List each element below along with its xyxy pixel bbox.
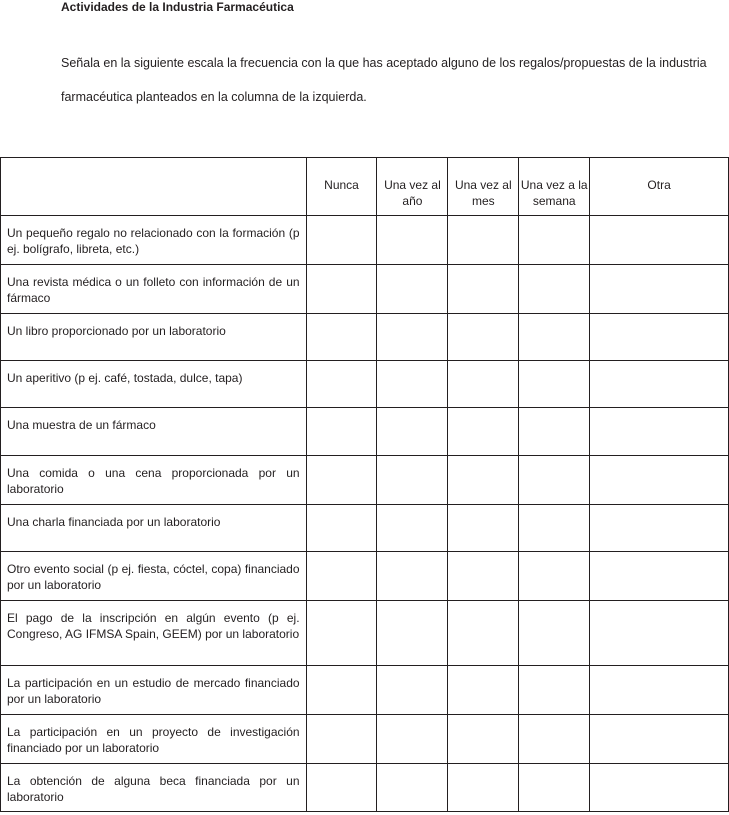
answer-cell-nunca[interactable] bbox=[306, 265, 377, 314]
row-label: La obtención de alguna beca financiada por un laboratorio bbox=[1, 764, 307, 812]
answer-cell-una-vez-a-la-semana[interactable] bbox=[519, 456, 590, 505]
answer-cell-una-vez-a-la-semana[interactable] bbox=[519, 314, 590, 361]
answer-cell-otra[interactable] bbox=[590, 764, 729, 812]
table-row bbox=[1, 216, 729, 265]
answer-cell-nunca[interactable] bbox=[306, 361, 377, 408]
answer-cell-una-vez-al-mes[interactable] bbox=[448, 265, 519, 314]
answer-cell-nunca[interactable] bbox=[306, 601, 377, 666]
header-item bbox=[1, 158, 307, 216]
answer-cell-una-vez-a-la-semana[interactable] bbox=[519, 265, 590, 314]
answer-cell-una-vez-al-ano[interactable] bbox=[377, 361, 448, 408]
answer-cell-una-vez-al-mes[interactable] bbox=[448, 505, 519, 552]
row-label: La participación en un proyecto de investigación financiado por un laboratorio bbox=[1, 715, 307, 764]
row-label: Una charla financiada por un laboratorio bbox=[1, 505, 307, 552]
answer-cell-una-vez-a-la-semana[interactable] bbox=[519, 552, 590, 601]
answer-cell-una-vez-a-la-semana[interactable] bbox=[519, 601, 590, 666]
answer-cell-una-vez-a-la-semana[interactable] bbox=[519, 715, 590, 764]
answer-cell-una-vez-al-ano[interactable] bbox=[377, 456, 448, 505]
answer-cell-una-vez-al-ano[interactable] bbox=[377, 601, 448, 666]
row-label: El pago de la inscripción en algún evento (p ej. Congreso, AG IFMSA Spain, GEEM) por un laboratorio bbox=[1, 601, 307, 666]
header-una-vez-al-ano: Una vez al año bbox=[377, 158, 448, 216]
header-row bbox=[1, 158, 729, 216]
answer-cell-una-vez-al-mes[interactable] bbox=[448, 314, 519, 361]
instructions bbox=[61, 46, 729, 114]
answer-cell-una-vez-al-ano[interactable] bbox=[377, 715, 448, 764]
answer-cell-otra[interactable] bbox=[590, 265, 729, 314]
answer-cell-una-vez-al-mes[interactable] bbox=[448, 601, 519, 666]
answer-cell-una-vez-a-la-semana[interactable] bbox=[519, 408, 590, 456]
header-una-vez-a-la-semana: Una vez a la semana bbox=[519, 158, 590, 216]
table-row bbox=[1, 361, 729, 408]
header-nunca: Nunca bbox=[306, 158, 377, 216]
answer-cell-una-vez-a-la-semana[interactable] bbox=[519, 764, 590, 812]
answer-cell-una-vez-al-ano[interactable] bbox=[377, 666, 448, 715]
answer-cell-una-vez-al-mes[interactable] bbox=[448, 552, 519, 601]
frequency-table bbox=[0, 157, 729, 812]
answer-cell-una-vez-al-mes[interactable] bbox=[448, 408, 519, 456]
row-label: Un pequeño regalo no relacionado con la formación (p ej. bolígrafo, libreta, etc.) bbox=[1, 216, 307, 265]
answer-cell-nunca[interactable] bbox=[306, 456, 377, 505]
answer-cell-una-vez-a-la-semana[interactable] bbox=[519, 666, 590, 715]
answer-cell-una-vez-al-ano[interactable] bbox=[377, 314, 448, 361]
table-row bbox=[1, 408, 729, 456]
row-label: Una comida o una cena proporcionada por un laboratorio bbox=[1, 456, 307, 505]
answer-cell-nunca[interactable] bbox=[306, 314, 377, 361]
instruction-line-1: Señala en la siguiente escala la frecuencia con la que has aceptado alguno de los regalos/propuestas de la industria bbox=[61, 56, 707, 70]
answer-cell-una-vez-al-ano[interactable] bbox=[377, 505, 448, 552]
answer-cell-otra[interactable] bbox=[590, 408, 729, 456]
answer-cell-una-vez-al-ano[interactable] bbox=[377, 764, 448, 812]
row-label: Un aperitivo (p ej. café, tostada, dulce, tapa) bbox=[1, 361, 307, 408]
table-row bbox=[1, 456, 729, 505]
row-label: La participación en un estudio de mercado financiado por un laboratorio bbox=[1, 666, 307, 715]
answer-cell-otra[interactable] bbox=[590, 361, 729, 408]
row-label: Una revista médica o un folleto con información de un fármaco bbox=[1, 265, 307, 314]
answer-cell-una-vez-al-mes[interactable] bbox=[448, 216, 519, 265]
answer-cell-una-vez-a-la-semana[interactable] bbox=[519, 216, 590, 265]
header-una-vez-al-mes: Una vez al mes bbox=[448, 158, 519, 216]
answer-cell-una-vez-al-ano[interactable] bbox=[377, 408, 448, 456]
row-label: Una muestra de un fármaco bbox=[1, 408, 307, 456]
table-row bbox=[1, 715, 729, 764]
answer-cell-una-vez-al-ano[interactable] bbox=[377, 552, 448, 601]
answer-cell-nunca[interactable] bbox=[306, 505, 377, 552]
answer-cell-una-vez-al-ano[interactable] bbox=[377, 265, 448, 314]
answer-cell-otra[interactable] bbox=[590, 456, 729, 505]
answer-cell-una-vez-a-la-semana[interactable] bbox=[519, 361, 590, 408]
row-label: Un libro proporcionado por un laboratorio bbox=[1, 314, 307, 361]
answer-cell-una-vez-al-ano[interactable] bbox=[377, 216, 448, 265]
answer-cell-nunca[interactable] bbox=[306, 216, 377, 265]
answer-cell-nunca[interactable] bbox=[306, 715, 377, 764]
answer-cell-una-vez-a-la-semana[interactable] bbox=[519, 505, 590, 552]
table-row bbox=[1, 505, 729, 552]
answer-cell-otra[interactable] bbox=[590, 216, 729, 265]
answer-cell-nunca[interactable] bbox=[306, 666, 377, 715]
answer-cell-otra[interactable] bbox=[590, 505, 729, 552]
answer-cell-nunca[interactable] bbox=[306, 552, 377, 601]
answer-cell-una-vez-al-mes[interactable] bbox=[448, 764, 519, 812]
table-row bbox=[1, 601, 729, 666]
answer-cell-nunca[interactable] bbox=[306, 764, 377, 812]
answer-cell-una-vez-al-mes[interactable] bbox=[448, 715, 519, 764]
answer-cell-otra[interactable] bbox=[590, 552, 729, 601]
answer-cell-una-vez-al-mes[interactable] bbox=[448, 456, 519, 505]
answer-cell-una-vez-al-mes[interactable] bbox=[448, 361, 519, 408]
page-title: Actividades de la Industria Farmacéutica bbox=[61, 0, 294, 14]
table-row bbox=[1, 265, 729, 314]
row-label: Otro evento social (p ej. fiesta, cóctel, copa) financiado por un laboratorio bbox=[1, 552, 307, 601]
table-row bbox=[1, 552, 729, 601]
instruction-line-2: farmacéutica planteados en la columna de la izquierda. bbox=[61, 90, 367, 104]
answer-cell-otra[interactable] bbox=[590, 715, 729, 764]
answer-cell-otra[interactable] bbox=[590, 601, 729, 666]
table-body bbox=[1, 216, 729, 812]
answer-cell-una-vez-al-mes[interactable] bbox=[448, 666, 519, 715]
answer-cell-otra[interactable] bbox=[590, 666, 729, 715]
header-otra: Otra bbox=[590, 158, 729, 216]
answer-cell-nunca[interactable] bbox=[306, 408, 377, 456]
table-row bbox=[1, 314, 729, 361]
table-row bbox=[1, 666, 729, 715]
table-row bbox=[1, 764, 729, 812]
answer-cell-otra[interactable] bbox=[590, 314, 729, 361]
